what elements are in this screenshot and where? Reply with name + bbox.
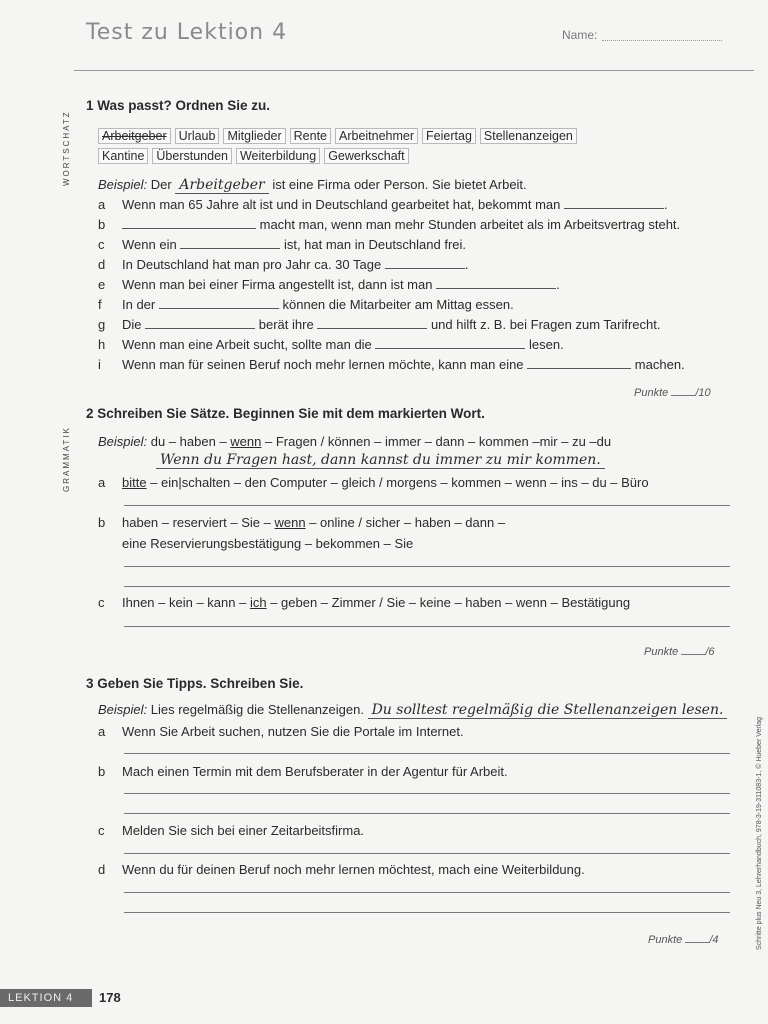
points-label: Punkte <box>644 646 679 658</box>
item-text: ist, hat man in Deutschland frei. <box>283 237 467 252</box>
item-text: – geben – Zimmer / Sie – keine – haben – wenn – Bestätigung <box>270 595 631 610</box>
marked-word: ich <box>249 595 267 610</box>
side-label-wortschatz: WORTSCHATZ <box>62 110 71 186</box>
marked-word: wenn <box>230 434 262 449</box>
item-text: lesen. <box>529 337 564 352</box>
item-text: Wenn Sie Arbeit suchen, nutzen Sie die Portale im Internet. <box>122 724 464 739</box>
section1-title: 1 Was passt? Ordnen Sie zu. <box>86 98 271 113</box>
word-bank-item: Weiterbildung <box>236 148 320 164</box>
answer-line[interactable] <box>124 793 730 794</box>
exercise-item-h <box>98 337 564 352</box>
exercise2-item-b <box>98 515 505 530</box>
answer-line[interactable] <box>124 753 730 754</box>
exercise3-item-a <box>98 724 464 739</box>
answer-blank[interactable] <box>436 287 556 289</box>
item-letter: e <box>98 277 106 292</box>
answer-blank[interactable] <box>159 307 279 309</box>
example-text: Lies regelmäßig die Stellenanzeigen. <box>150 702 364 717</box>
item-text: Wenn man eine Arbeit sucht, sollte man die <box>122 337 372 352</box>
item-text: machen. <box>634 357 685 372</box>
section2-example <box>98 434 611 449</box>
word-bank-item: Stellenanzeigen <box>480 128 577 144</box>
item-letter: g <box>98 317 106 332</box>
item-text: . <box>464 257 469 272</box>
word-bank-item: Gewerkschaft <box>324 148 408 164</box>
example-text: – Fragen / können – immer – dann – kommen –mir – zu –du <box>265 434 612 449</box>
item-letter: d <box>98 257 106 272</box>
points-max: /4 <box>709 934 719 946</box>
item-text: Wenn man für seinen Beruf noch mehr lernen möchte, kann man eine <box>122 357 524 372</box>
item-letter: b <box>98 515 106 530</box>
answer-line[interactable] <box>124 505 730 506</box>
item-text: macht man, wenn man mehr Stunden arbeitet als im Arbeitsvertrag steht. <box>259 217 681 232</box>
side-label-grammatik: GRAMMATIK <box>62 426 71 492</box>
item-letter: d <box>98 862 106 877</box>
points-blank[interactable] <box>681 654 705 655</box>
marked-word: bitte <box>122 475 147 490</box>
section3-title: 3 Geben Sie Tipps. Schreiben Sie. <box>86 676 304 691</box>
example-label: Beispiel: <box>98 434 148 449</box>
item-letter: c <box>98 237 105 252</box>
answer-line[interactable] <box>124 813 730 814</box>
exercise-item-d <box>98 257 468 272</box>
item-text: – online / sicher – haben – dann – <box>309 515 506 530</box>
item-letter: b <box>98 217 106 232</box>
example-text: ist eine Firma oder Person. Sie bietet Arbeit. <box>272 177 527 192</box>
item-letter: a <box>98 197 106 212</box>
word-bank-item: Arbeitnehmer <box>335 128 418 144</box>
exercise-item-b <box>98 217 680 232</box>
points-label: Punkte <box>634 387 669 399</box>
item-letter: c <box>98 823 105 838</box>
word-bank-row2 <box>98 148 413 164</box>
answer-line[interactable] <box>124 566 730 567</box>
answer-blank[interactable] <box>527 367 631 369</box>
example-handwritten-answer: Arbeitgeber <box>175 177 268 194</box>
answer-blank[interactable] <box>145 327 255 329</box>
word-bank-item: Feiertag <box>422 128 476 144</box>
item-text: Ihnen – kein – kann – <box>122 595 247 610</box>
item-letter: b <box>98 764 106 779</box>
points-label: Punkte <box>648 934 683 946</box>
answer-line[interactable] <box>124 853 730 854</box>
item-letter: i <box>98 357 101 372</box>
answer-line[interactable] <box>124 586 730 587</box>
exercise2-item-b-line2: eine Reservierungsbestätigung – bekommen – Sie <box>122 536 414 551</box>
example-text: du – haben – <box>150 434 227 449</box>
name-field-line[interactable] <box>602 40 722 41</box>
answer-blank[interactable] <box>122 227 256 229</box>
example-handwritten-answer: Wenn du Fragen hast, dann kannst du immer zu mir kommen. <box>156 452 605 469</box>
name-label: Name: <box>562 28 598 42</box>
item-letter: a <box>98 724 106 739</box>
answer-blank[interactable] <box>180 247 280 249</box>
exercise2-item-a <box>98 475 649 490</box>
exercise-item-a <box>98 197 668 212</box>
points-blank[interactable] <box>685 942 709 943</box>
item-text: Mach einen Termin mit dem Berufsberater in der Agentur für Arbeit. <box>122 764 508 779</box>
section3-example <box>98 702 727 718</box>
exercise-item-i <box>98 357 685 372</box>
exercise-item-f <box>98 297 514 312</box>
answer-blank[interactable] <box>375 347 525 349</box>
exercise-item-c <box>98 237 466 252</box>
section1-points <box>634 387 711 399</box>
word-bank-item: Kantine <box>98 148 148 164</box>
example-text: Der <box>150 177 172 192</box>
word-bank-row1 <box>98 128 581 144</box>
item-text: In Deutschland hat man pro Jahr ca. 30 Tage <box>122 257 382 272</box>
word-bank-item: Überstunden <box>152 148 232 164</box>
answer-line[interactable] <box>124 892 730 893</box>
item-text: Wenn man bei einer Firma angestellt ist, dann ist man <box>122 277 433 292</box>
lesson-tab: LEKTION 4 <box>0 989 92 1007</box>
section1-example <box>98 177 527 193</box>
item-text: . <box>664 197 668 212</box>
exercise2-item-c <box>98 595 630 610</box>
exercise-item-e <box>98 277 560 292</box>
example-label: Beispiel: <box>98 177 148 192</box>
answer-line[interactable] <box>124 626 730 627</box>
points-max: /10 <box>695 387 711 399</box>
copyright-note: Schritte plus Neu 3, Lehrerhandbuch, 978-3-19-311083-1, © Hueber Verlag <box>756 716 763 950</box>
word-bank-item: Urlaub <box>175 128 220 144</box>
exercise-item-g <box>98 317 660 332</box>
item-text: können die Mitarbeiter am Mittag essen. <box>282 297 514 312</box>
item-text: Wenn ein <box>122 237 177 252</box>
page-title: Test zu Lektion 4 <box>86 20 288 45</box>
item-letter: h <box>98 337 106 352</box>
section2-title: 2 Schreiben Sie Sätze. Beginnen Sie mit dem markierten Wort. <box>86 406 485 421</box>
points-max: /6 <box>705 646 715 658</box>
item-letter: a <box>98 475 106 490</box>
header-divider <box>74 70 754 71</box>
points-blank[interactable] <box>671 395 695 396</box>
item-letter: c <box>98 595 105 610</box>
word-bank-item: Mitglieder <box>223 128 285 144</box>
example-label: Beispiel: <box>98 702 148 717</box>
answer-line[interactable] <box>124 912 730 913</box>
exercise3-item-d <box>98 862 585 877</box>
marked-word: wenn <box>274 515 306 530</box>
exercise3-item-b <box>98 764 508 779</box>
item-text: Wenn du für deinen Beruf noch mehr lernen möchtest, mach eine Weiterbildung. <box>122 862 585 877</box>
item-text: In der <box>122 297 156 312</box>
item-text: . <box>556 277 560 292</box>
section2-points <box>644 646 715 658</box>
item-text: Wenn man 65 Jahre alt ist und in Deutschland gearbeitet hat, bekommt man <box>122 197 561 212</box>
word-bank-item: Arbeitgeber <box>98 128 171 144</box>
word-bank-item: Rente <box>290 128 331 144</box>
item-text: und hilft z. B. bei Fragen zum Tarifrecht. <box>430 317 661 332</box>
example-handwritten-answer: Du solltest regelmäßig die Stellenanzeigen lesen. <box>368 702 728 719</box>
item-text: – ein|schalten – den Computer – gleich / morgens – kommen – wenn – ins – du – Büro <box>150 475 649 490</box>
page-number: 178 <box>99 990 121 1005</box>
answer-blank[interactable] <box>317 327 427 329</box>
answer-blank[interactable] <box>385 267 465 269</box>
item-text: berät ihre <box>258 317 314 332</box>
item-text: Die <box>122 317 142 332</box>
section3-points <box>648 934 719 946</box>
section2-example-answer <box>156 452 605 468</box>
item-letter: f <box>98 297 102 312</box>
item-text: Melden Sie sich bei einer Zeitarbeitsfirma. <box>122 823 365 838</box>
item-text: haben – reserviert – Sie – <box>122 515 271 530</box>
exercise3-item-c <box>98 823 364 838</box>
answer-blank[interactable] <box>564 207 664 209</box>
